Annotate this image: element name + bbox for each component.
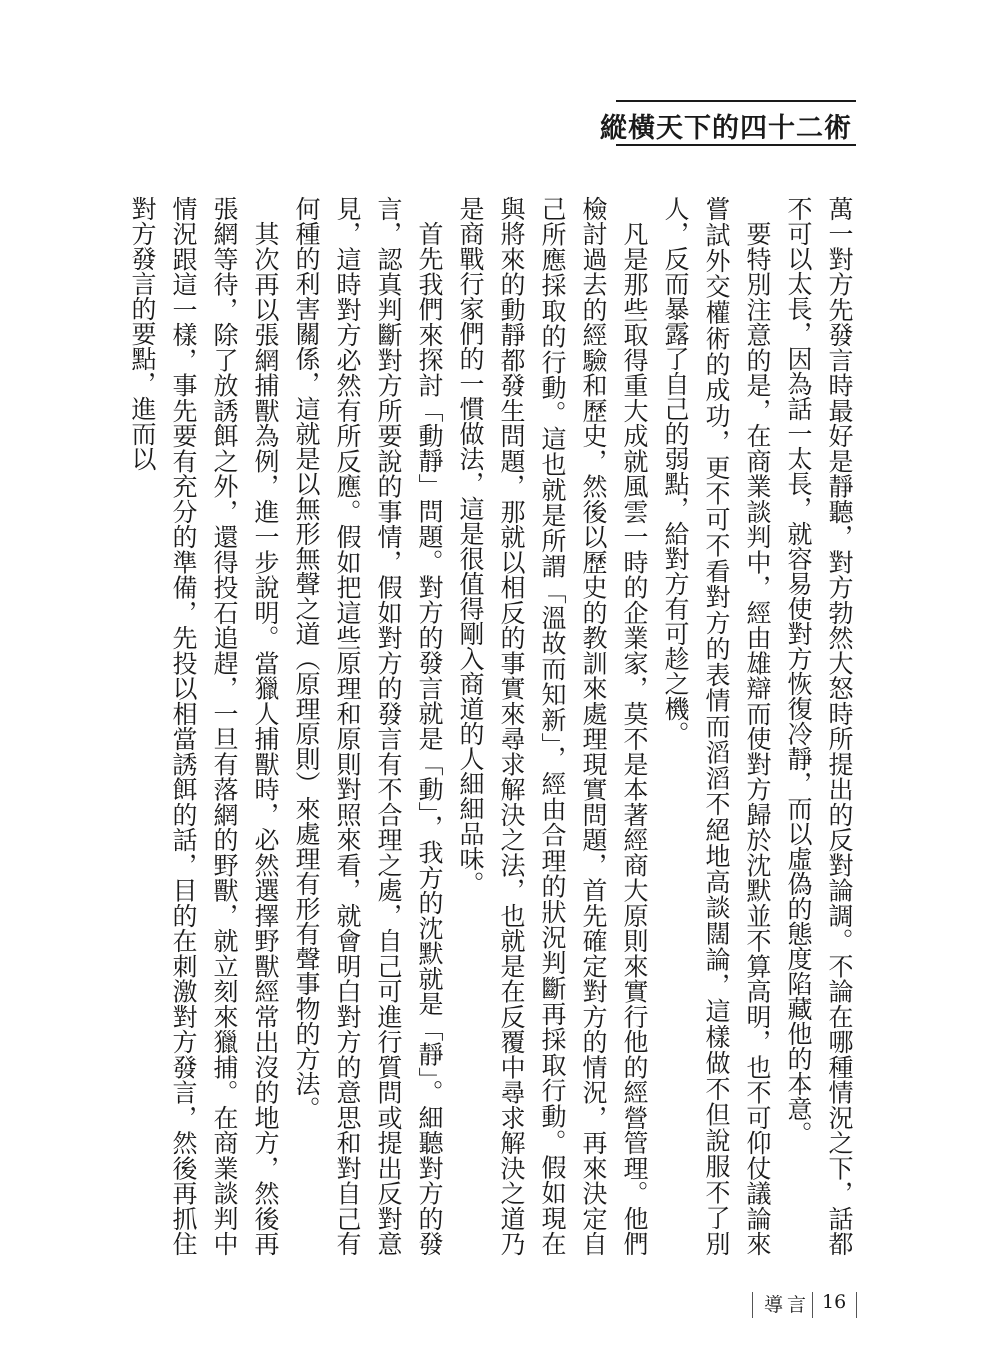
paragraph-5: 其次再以張網捕獸為例，進一步說明。當獵人捕獸時，必然選擇野獸經常出沒的地方，然後再張網等待，除了放誘餌之外，還得投石追趕，一旦有落網的野獸，就立刻來獵捕。在商業談判中情況跟這一樣，事先要有充分的準備，先投以相當誘餌的話，目的在刺激對方發言，然後再抓住對方發言的要點，進而以 [128,196,280,1256]
paragraph-1: 萬一對方先發言時最好是靜聽，對方勃然大怒時所提出的反對論調。不論在哪種情況之下，話都不可以太長，因為話一太長，就容易使對方恢復冷靜，而以虛偽的態度陷藏他的本意。 [784,196,854,1256]
page-footer [752,1290,872,1330]
section-name: 導言 [764,1294,811,1316]
paragraph-2: 要特別注意的是，在商業談判中，經由雄辯而使對方歸於沈默並不算高明，也不可仰仗議論來嘗試外交權術的成功，更不可不看對方的表情而滔滔不絕地高談闊論，這樣做不但說服不了別人，反而暴露了自己的弱點，給對方有可趁之機。 [661,196,772,1256]
paragraph-4: 首先我們來探討「動靜」問題。對方的發言就是「動」，我方的沈默就是「靜」。細聽對方的發言，認真判斷對方所要說的事情，假如對方的發言有不合理之處，自己可進行質問或提出反對意見，這時對方必然有所反應。假如把這些原理和原則對照來看，就會明白對方的意思和對自己有何種的利害關係，這就是以無形無聲之道（原理原則）來處理有形有聲事物的方法。 [292,196,444,1256]
page-number: 16 [822,1291,847,1313]
footer-divider [856,1292,857,1318]
footer-divider [752,1292,753,1318]
paragraph-3: 凡是那些取得重大成就風雲一時的企業家，莫不是本著經商大原則來實行他的經營管理。他們檢討過去的經驗和歷史，然後以歷史的教訓來處理現實問題，首先確定對方的情況，再來決定自己所應採取的行動。這也就是所謂「溫故而知新」，經由合理的狀況判斷再採取行動。假如現在與將來的動靜都發生問題，那就以相反的事實來尋求解決之法，也就是在反覆中尋求解決之道乃是商戰行家們的一慣做法，這是很值得剛入商道的人細細品味。 [456,196,649,1256]
running-header [600,100,856,148]
book-title: 縱橫天下的四十二術 [600,113,852,144]
body-text [128,196,860,1256]
footer-divider [812,1292,813,1318]
header-rule-top [616,100,856,102]
header-rule-bottom [616,144,856,146]
